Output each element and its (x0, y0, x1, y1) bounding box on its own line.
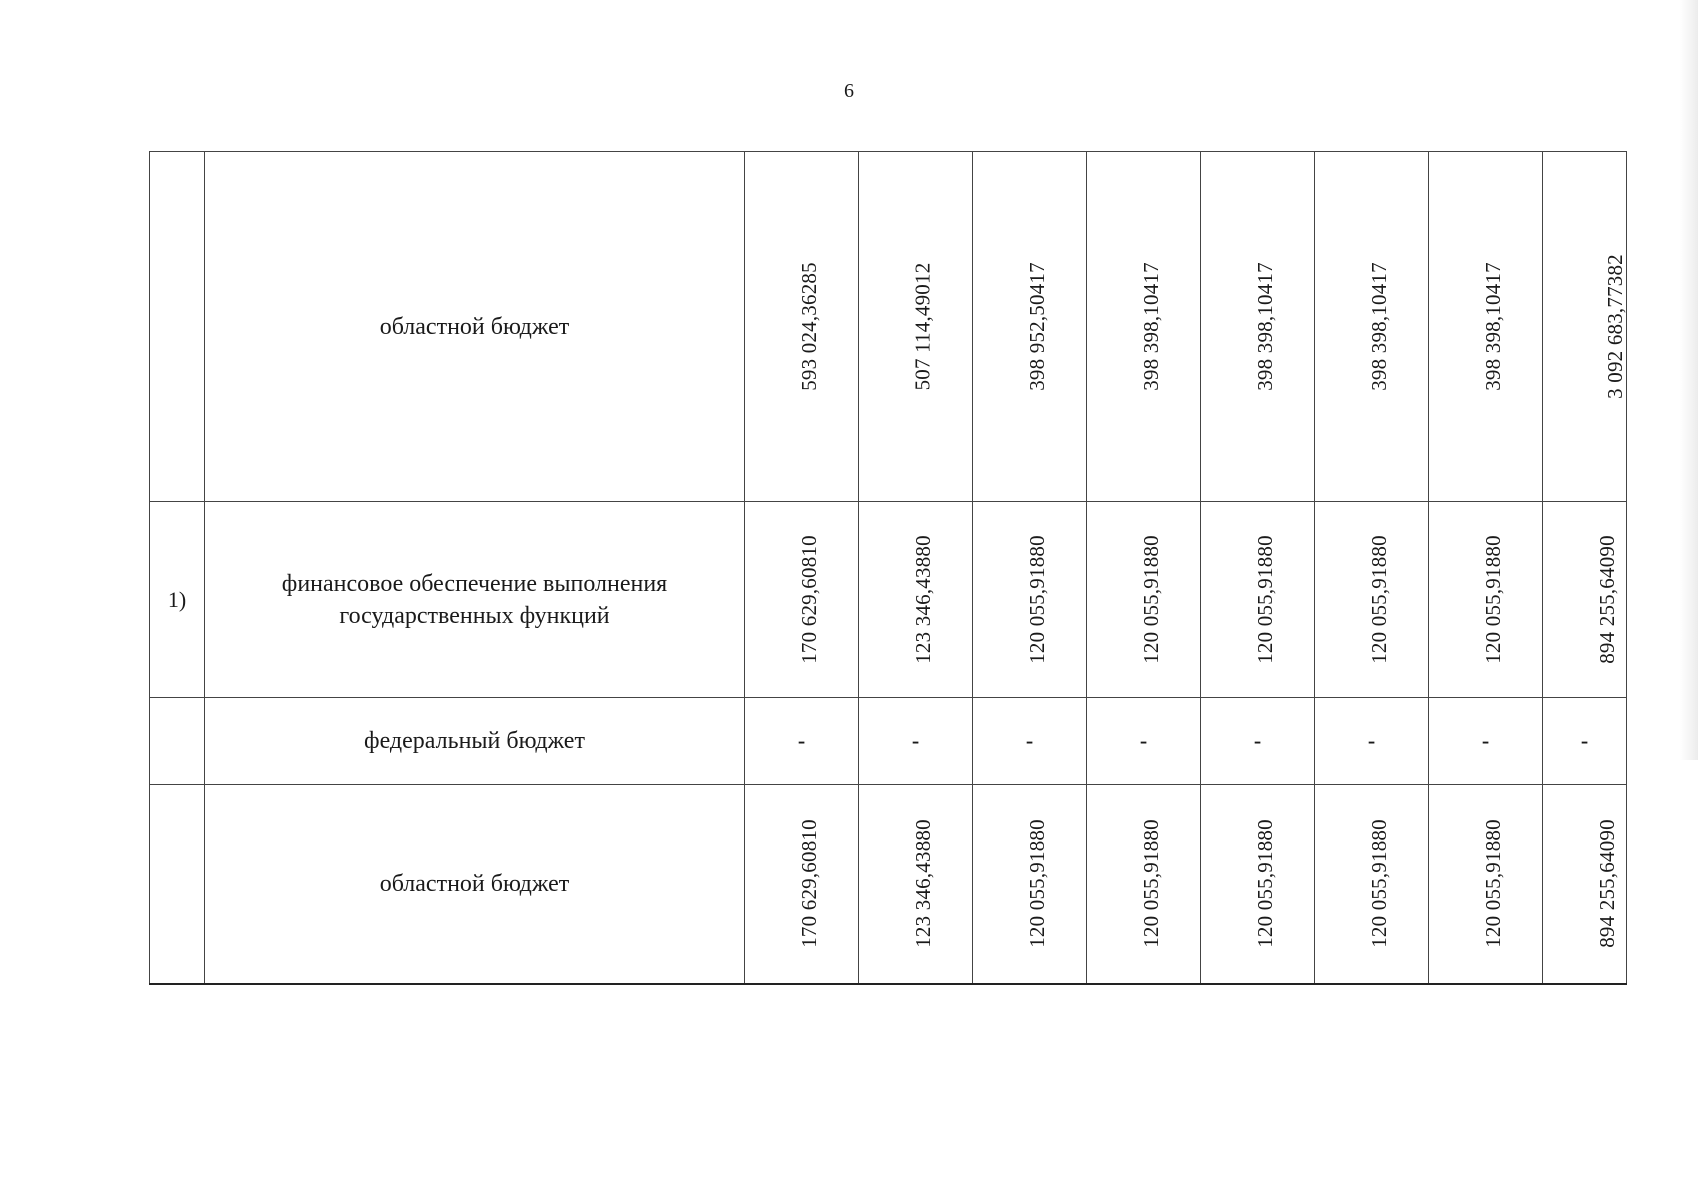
value-text: 120 055,91880 (1252, 819, 1277, 949)
value-text: - (911, 728, 920, 753)
row-name: финансовое обеспечение выполнения государственных функций (281, 570, 668, 629)
page-number: 6 (844, 80, 854, 102)
value-cell (1201, 152, 1315, 502)
table-row (150, 698, 1627, 785)
value-cell (1087, 502, 1201, 698)
value-cell (1429, 785, 1543, 984)
value-cell (973, 152, 1087, 502)
value-cell (973, 785, 1087, 984)
value-cell (859, 785, 973, 984)
total-cell (1543, 785, 1627, 984)
value-text: 593 024,36285 (796, 262, 821, 391)
value-cell (1315, 502, 1429, 698)
row-name: областной бюджет (379, 313, 570, 340)
total-cell (1543, 698, 1627, 785)
total-cell (1543, 502, 1627, 698)
value-text: - (1025, 728, 1034, 753)
value-text: 398 952,50417 (1024, 262, 1049, 391)
row-name-cell (205, 698, 745, 785)
value-text: 398 398,10417 (1252, 262, 1277, 391)
value-cell (1429, 152, 1543, 502)
row-name: областной бюджет (379, 870, 570, 897)
row-number: 1) (167, 586, 187, 612)
table-row (150, 152, 1627, 502)
value-text: - (1481, 728, 1490, 753)
row-name: федеральный бюджет (364, 728, 585, 754)
value-text: 170 629,60810 (796, 819, 821, 949)
value-cell (1201, 698, 1315, 785)
value-text: - (797, 728, 806, 753)
value-cell (745, 502, 859, 698)
row-number-cell (150, 502, 205, 698)
value-cell (1087, 152, 1201, 502)
value-cell (745, 785, 859, 984)
value-cell (1315, 698, 1429, 785)
value-text: 120 055,91880 (1138, 535, 1163, 664)
total-text: 3 092 683,77382 (1602, 254, 1627, 399)
scan-edge (1680, 0, 1698, 760)
row-number-cell (150, 698, 205, 785)
value-cell (1201, 502, 1315, 698)
value-cell (1315, 152, 1429, 502)
value-cell (1429, 502, 1543, 698)
total-text: 894 255,64090 (1594, 819, 1619, 949)
value-cell (1087, 698, 1201, 785)
table-row (150, 502, 1627, 698)
value-text: 120 055,91880 (1366, 535, 1391, 664)
value-text: 398 398,10417 (1366, 262, 1391, 391)
value-text: - (1139, 728, 1148, 753)
value-text: 120 055,91880 (1480, 819, 1505, 949)
value-cell (973, 502, 1087, 698)
value-text: 398 398,10417 (1480, 262, 1505, 391)
value-text: 120 055,91880 (1252, 535, 1277, 664)
value-cell (973, 698, 1087, 785)
value-cell (859, 502, 973, 698)
value-text: 120 055,91880 (1024, 535, 1049, 664)
row-name-cell (205, 502, 745, 698)
value-cell (859, 698, 973, 785)
row-name-cell (205, 152, 745, 502)
budget-table (149, 151, 1627, 985)
value-cell (1429, 698, 1543, 785)
total-text: 894 255,64090 (1594, 535, 1619, 664)
value-cell (1201, 785, 1315, 984)
value-text: 120 055,91880 (1138, 819, 1163, 949)
total-cell (1543, 152, 1627, 502)
value-cell (745, 152, 859, 502)
value-text: 170 629,60810 (796, 535, 821, 664)
value-text: 120 055,91880 (1480, 535, 1505, 664)
value-cell (1315, 785, 1429, 984)
value-text: 507 114,49012 (910, 262, 935, 391)
value-text: 123 346,43880 (910, 535, 935, 664)
table-row (150, 785, 1627, 984)
value-text: 398 398,10417 (1138, 262, 1163, 391)
row-number-cell (150, 152, 205, 502)
value-cell (745, 698, 859, 785)
value-text: 120 055,91880 (1366, 819, 1391, 949)
total-text: - (1580, 728, 1589, 753)
value-text: - (1367, 728, 1376, 753)
value-cell (1087, 785, 1201, 984)
row-name-cell (205, 785, 745, 984)
value-text: - (1253, 728, 1262, 753)
value-text: 120 055,91880 (1024, 819, 1049, 949)
value-text: 123 346,43880 (910, 819, 935, 949)
row-number-cell (150, 785, 205, 984)
value-cell (859, 152, 973, 502)
